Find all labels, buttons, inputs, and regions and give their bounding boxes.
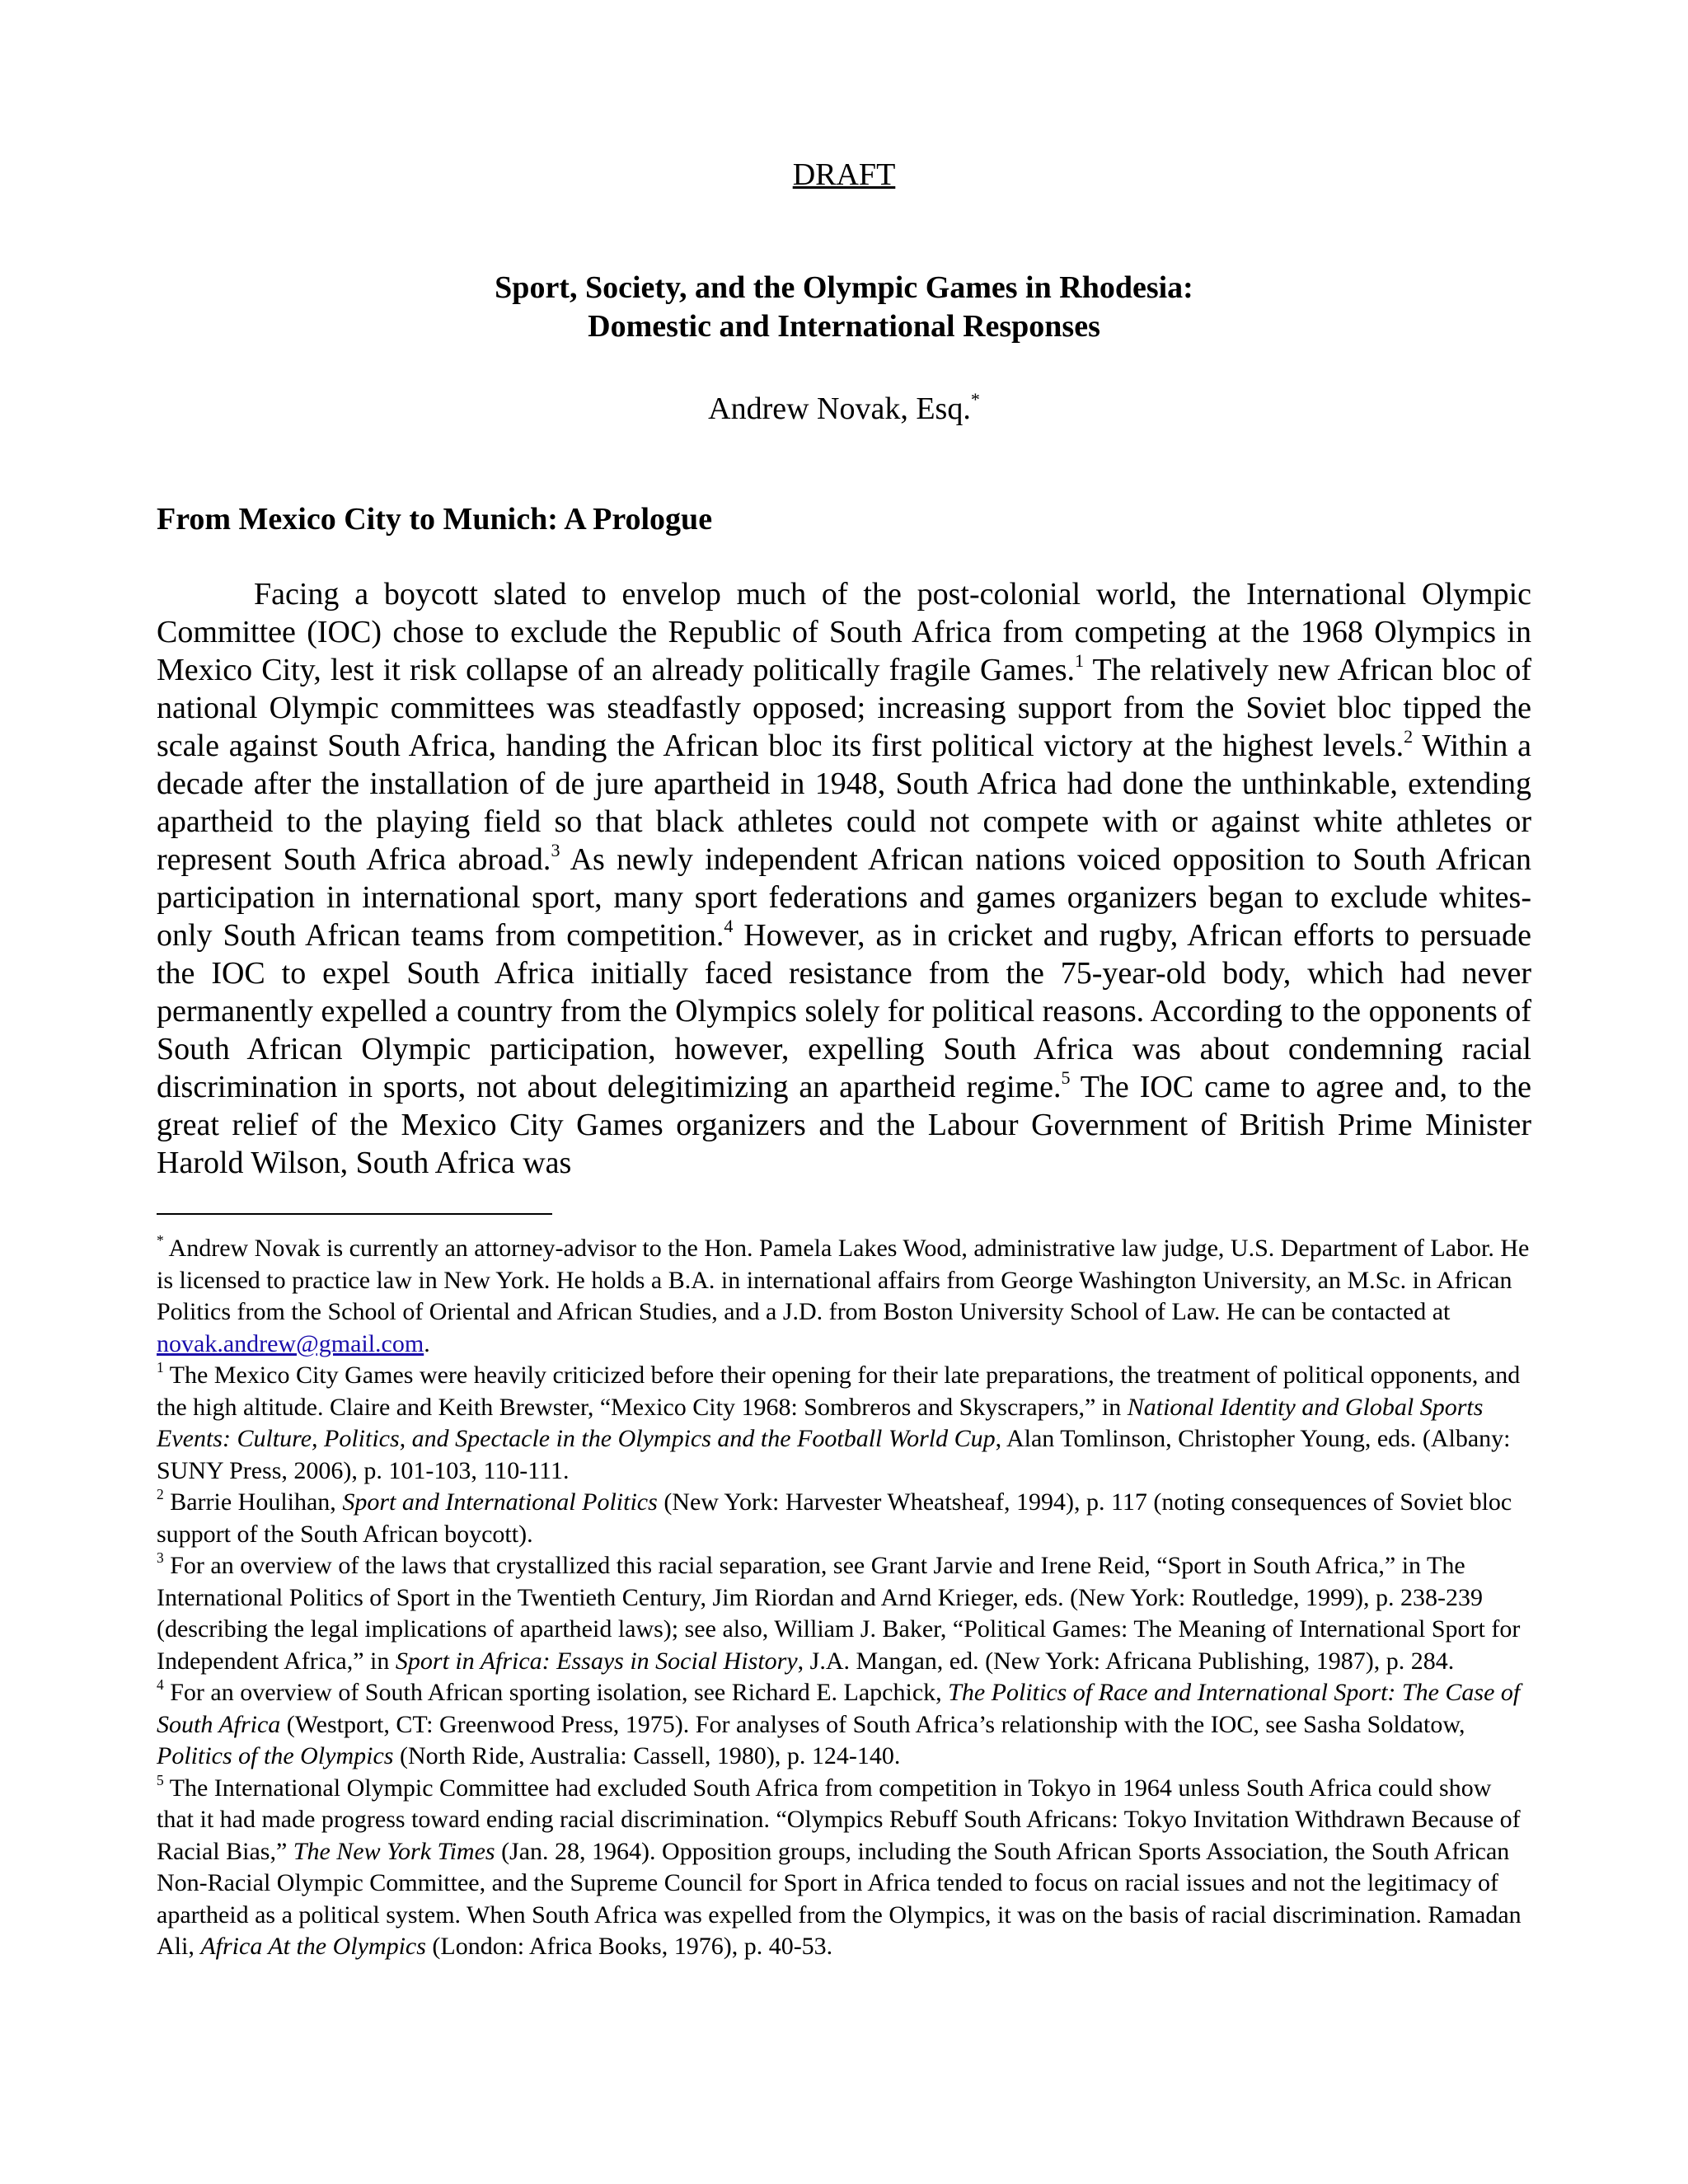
footnote-marker: 5 [157, 1771, 164, 1788]
footnote-marker: 3 [157, 1549, 164, 1567]
footnote-2 [157, 1487, 1531, 1550]
title-line-1: Sport, Society, and the Olympic Games in Rhodesia: [495, 270, 1193, 305]
body-sentence-5: However, as in cricket and rugby, African efforts to persuade the IOC to expel South Africa initially faced resistance from the 75-year-old body, which had never permanently expelled a country from the Olympics solely for political reasons. According to the opponents of South African Olympic participation, however, expelling South Africa was about condemning racial discrimination in sports, not about delegitimizing an apartheid regime. [157, 918, 1532, 1104]
footnote-italic-title: Africa At the Olympics [200, 1933, 426, 1960]
footnote-divider [157, 1213, 552, 1215]
footnote-author [157, 1233, 1531, 1360]
footnote-4 [157, 1677, 1531, 1773]
footnote-text: Andrew Novak is currently an attorney-advisor to the Hon. Pamela Lakes Wood, administrative law judge, U.S. Department of Labor. He is licensed to practice law in New York. He holds a B.A. in international affairs from George Washington University, an M.Sc. in African Politics from the School of Oriental and African Studies, and a J.D. from Boston University School of Law. He can be contacted at [157, 1235, 1530, 1325]
footnote-marker: 1 [157, 1359, 164, 1376]
footnote-ref-3: 3 [551, 840, 560, 861]
footnote-text: (Jan. 28, 1964). Opposition groups, including the South African Sports Association, the South African Non-Racial Olympic Committee, and the Supreme Council for Sport in Africa tended to focus on racial issues and not the legitimacy of apartheid as a political system. When South Africa was expelled from the Olympics, it was on the basis of racial discrimination. Ramadan Ali, [157, 1837, 1522, 1960]
footnote-1 [157, 1360, 1531, 1487]
footnote-text: The Mexico City Games were heavily criticized before their opening for their late preparations, the treatment of political opponents, and the high altitude. Claire and Keith Brewster, “Mexico City 1968: Sombreros and Skyscrapers,” in [157, 1361, 1521, 1421]
footnote-text-end: . [424, 1329, 430, 1357]
footnote-italic-title: The Politics of Race and International Sport: The Case of South Africa [157, 1679, 1521, 1738]
body-sentence-6: The IOC came to agree and, to the great relief of the Mexico City Games organizers and the Labour Government of British Prime Minister Harold Wilson, South Africa was [157, 1070, 1531, 1180]
paper-title [0, 269, 1688, 346]
body-sentence-2: The relatively new African bloc of national Olympic committees was steadfastly opposed; increasing support from the Soviet bloc tipped the scale against South Africa, handing the African bloc its first political victory at the highest levels. [157, 653, 1531, 763]
footnote-text: (North Ride, Australia: Cassell, 1980), p. 124-140. [393, 1742, 901, 1769]
footnote-italic-title: National Identity and Global Sports Events: Culture, Politics, and Spectacle in the Olympics and the Football World Cup [157, 1393, 1484, 1452]
footnote-marker: 2 [157, 1486, 164, 1503]
author-footnote-marker: * [970, 389, 980, 410]
footnote-text: (New York: Harvester Wheatsheaf, 1994), p. 117 (noting consequences of Soviet bloc support of the South African boycott). [157, 1488, 1512, 1548]
footnotes [157, 1233, 1531, 1963]
footnote-text: , J.A. Mangan, ed. (New York: Africana Publishing, 1987), p. 284. [797, 1647, 1455, 1675]
footnote-3 [157, 1550, 1531, 1677]
body-sentence-1: Facing a boycott slated to envelop much of the post-colonial world, the International Olympic Committee (IOC) chose to exclude the Republic of South Africa from competing at the 1968 Olympics in Mexico City, lest it risk collapse of an already politically fragile Games. [157, 577, 1531, 687]
title-line-2: Domestic and International Responses [588, 309, 1100, 344]
footnote-text: , Alan Tomlinson, Christopher Young, eds. (Albany: SUNY Press, 2006), p. 101-103, 110-111. [157, 1425, 1511, 1484]
footnote-ref-4: 4 [724, 916, 734, 937]
footnote-ref-5: 5 [1061, 1067, 1071, 1089]
footnote-marker: 4 [157, 1676, 164, 1694]
body-sentence-4: As newly independent African nations voiced opposition to South African participation in international sport, many sport federations and games organizers began to exclude whites-only South African teams from competition. [157, 842, 1532, 953]
draft-label: DRAFT [792, 157, 896, 192]
footnote-italic-title: Sport and International Politics [342, 1488, 658, 1516]
footnote-text: Barrie Houlihan, [163, 1488, 343, 1516]
body-sentence-3: Within a decade after the installation of de jure apartheid in 1948, South Africa had done the unthinkable, extending apartheid to the playing field so that black athletes could not compete with or against white athletes or represent South Africa abroad. [157, 729, 1531, 877]
footnote-text: The International Olympic Committee had excluded South Africa from competition in Tokyo in 1964 unless South Africa could show that it had made progress toward ending racial discrimination. “Olympics Rebuff South Africans: Tokyo Invitation Withdrawn Because of Racial Bias,” [157, 1774, 1521, 1865]
footnote-5 [157, 1773, 1531, 1963]
footnote-text: For an overview of South African sporting isolation, see Richard E. Lapchick, [163, 1679, 949, 1706]
footnote-marker: * [157, 1232, 164, 1249]
footnote-italic-title: The New York Times [293, 1837, 495, 1865]
footnote-ref-1: 1 [1074, 650, 1084, 672]
footnote-text: For an overview of the laws that crystallized this racial separation, see Grant Jarvie and Irene Reid, “Sport in South Africa,” in The International Politics of Sport in the Twentieth Century, Jim Riordan and Arnd Krieger, eds. (New York: Routledge, 1999), p. 238-239 (describing the legal implications of apartheid laws); see also, William J. Baker, “Political Games: The Meaning of International Sport for Independent Africa,” in [157, 1552, 1521, 1675]
body-text [157, 575, 1531, 1182]
section-heading: From Mexico City to Munich: A Prologue [157, 502, 713, 537]
footnote-italic-title: Sport in Africa: Essays in Social History [395, 1647, 798, 1675]
footnote-italic-title: Politics of the Olympics [157, 1742, 394, 1769]
email-link[interactable]: novak.andrew@gmail.com [157, 1329, 424, 1357]
footnote-text: (Westport, CT: Greenwood Press, 1975). For analyses of South Africa’s relationship with the IOC, see Sasha Soldatow, [280, 1710, 1465, 1738]
footnote-text: (London: Africa Books, 1976), p. 40-53. [425, 1933, 833, 1960]
author-line [0, 389, 1688, 429]
author-name: Andrew Novak, Esq. [708, 391, 971, 426]
footnote-ref-2: 2 [1404, 726, 1414, 748]
body-paragraph [157, 575, 1531, 1182]
